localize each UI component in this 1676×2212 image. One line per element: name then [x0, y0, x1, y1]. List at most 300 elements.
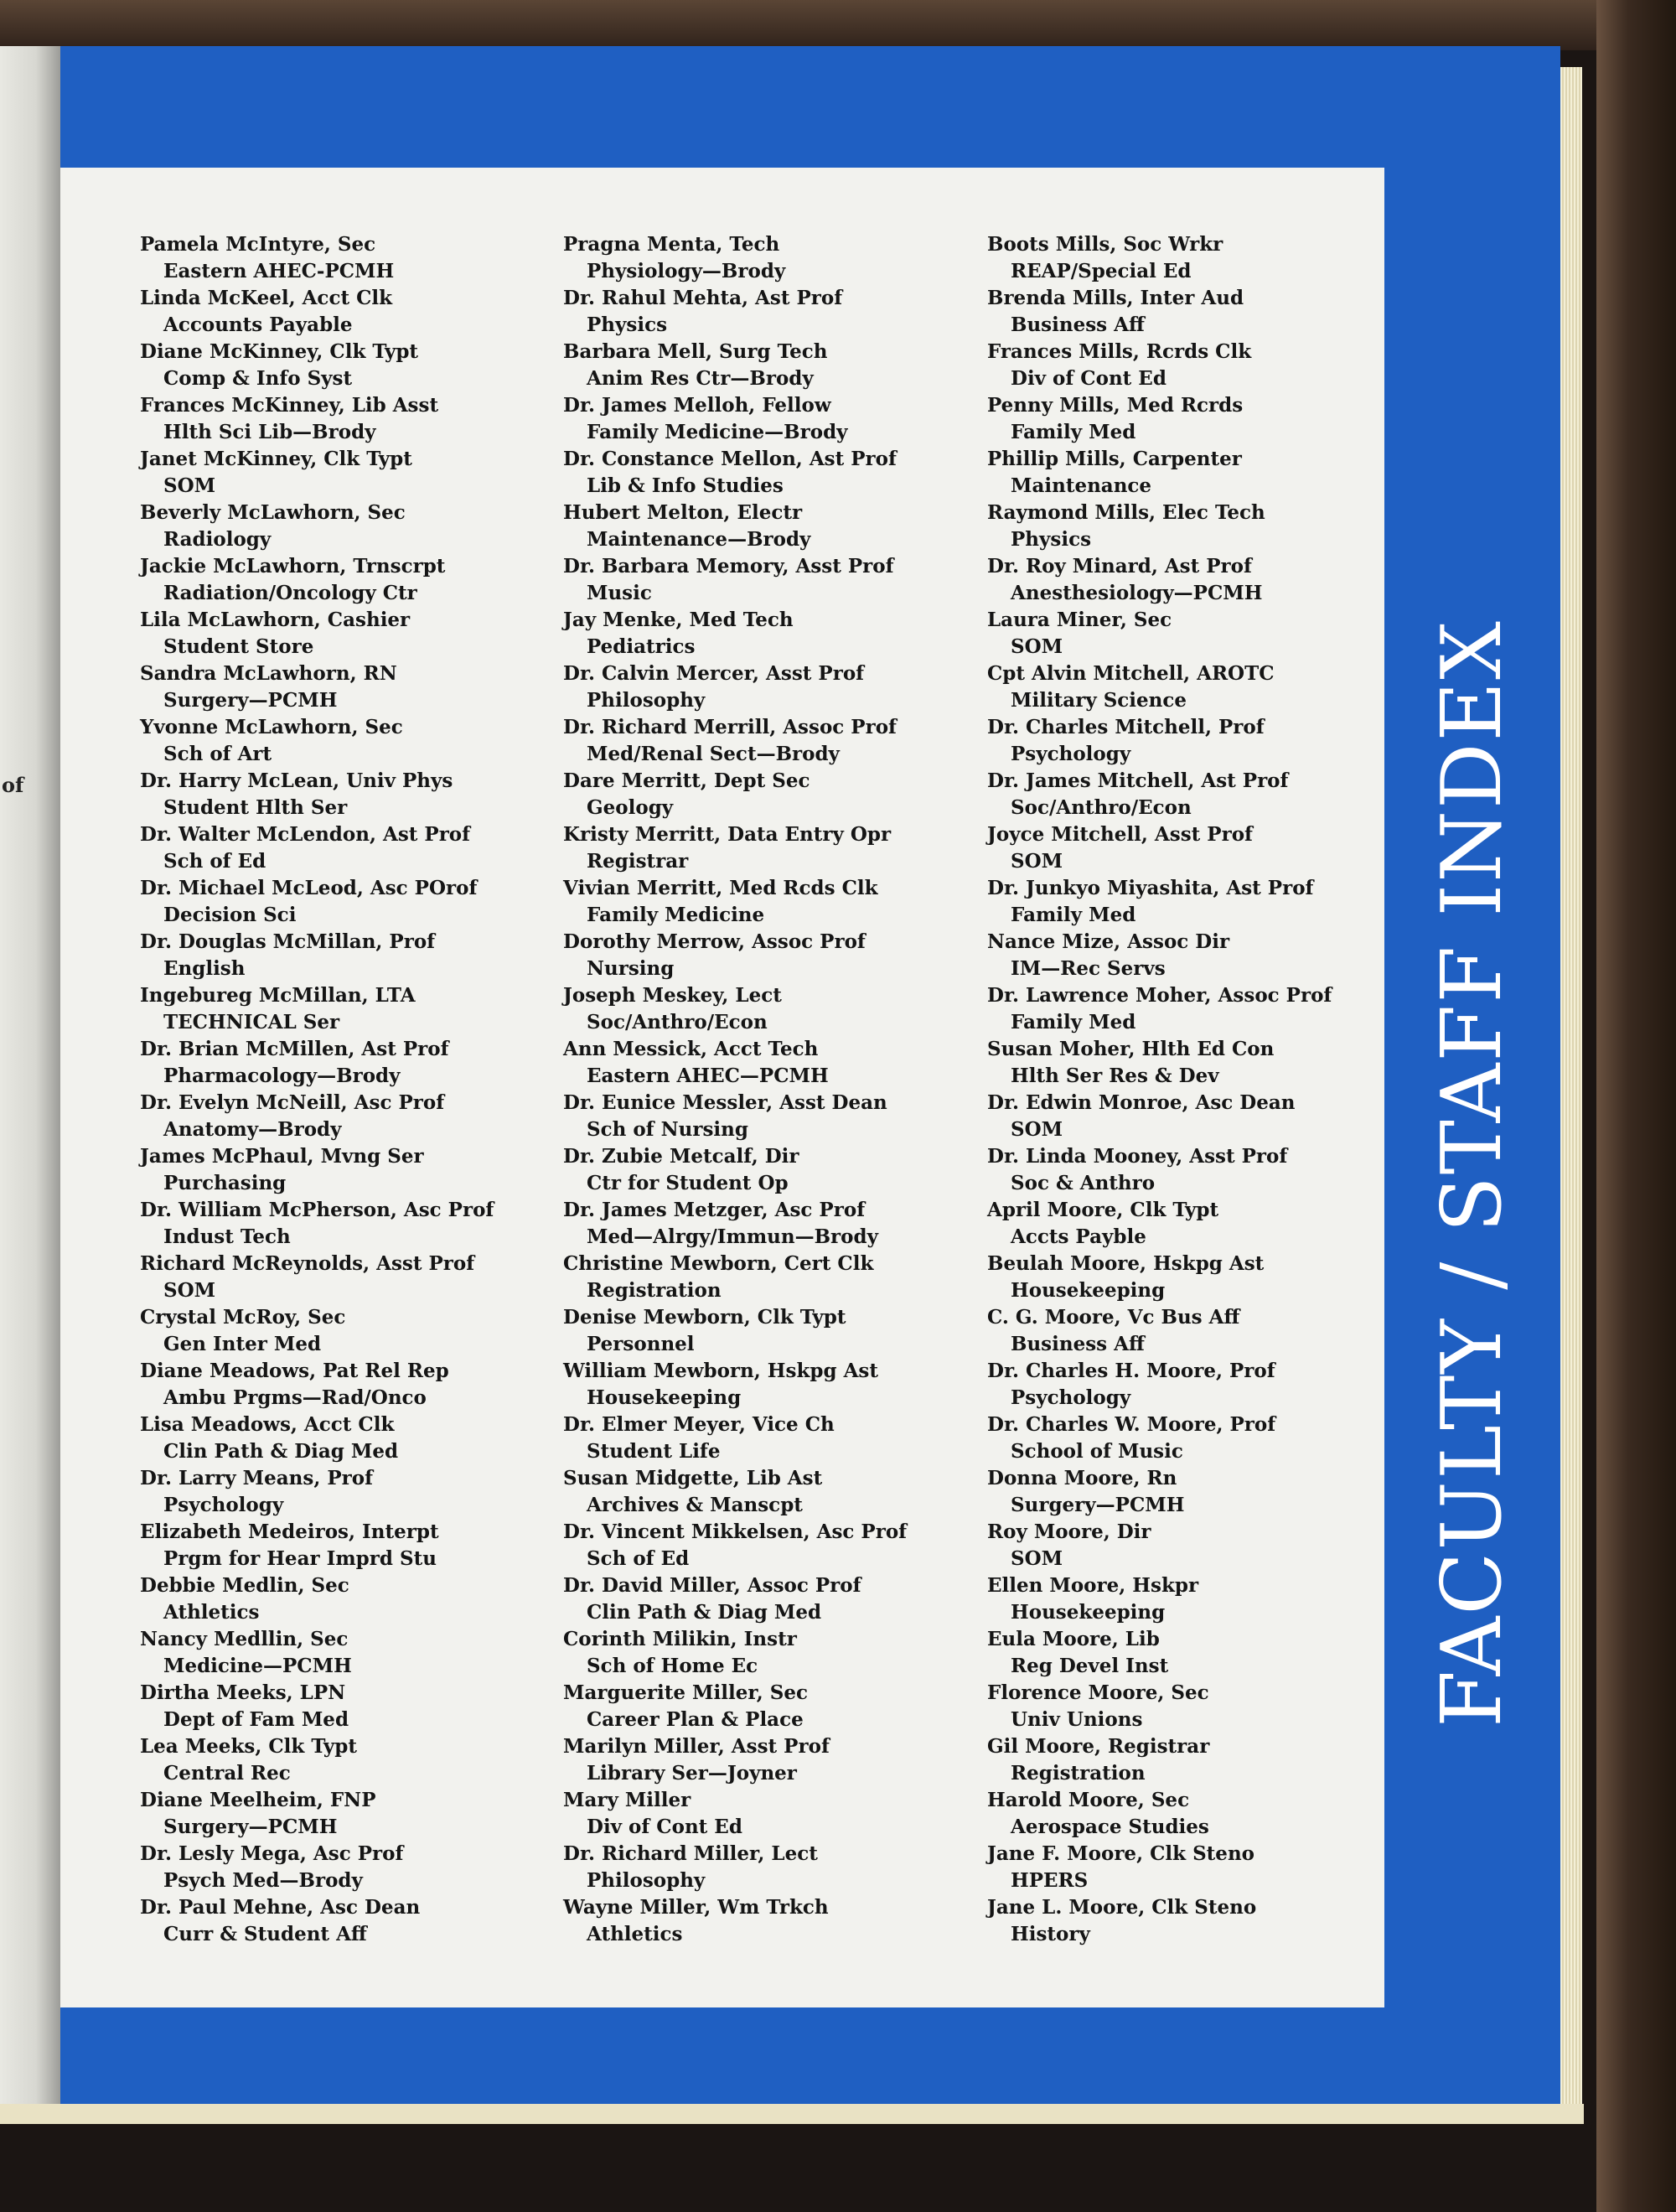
entry-name: Ellen Moore, Hskpr: [987, 1574, 1199, 1597]
entry-department: Athletics: [587, 1922, 683, 1945]
entry-name: Nance Mize, Assoc Dir: [987, 930, 1230, 953]
entry-name: Joyce Mitchell, Asst Prof: [987, 823, 1253, 846]
entry-name: James McPhaul, Mvng Ser: [140, 1145, 424, 1168]
index-entry: [140, 929, 551, 982]
index-entry: [563, 1304, 974, 1358]
entry-department: Registrar: [587, 849, 689, 873]
index-entry: [563, 1197, 974, 1251]
entry-department: School of Music: [1011, 1439, 1183, 1463]
entry-department: Accounts Payable: [163, 313, 353, 336]
index-entry: [563, 553, 974, 607]
index-entry: [987, 768, 1398, 821]
entry-department: Athletics: [163, 1600, 260, 1624]
index-entry: [987, 875, 1398, 929]
index-entry: [140, 553, 551, 607]
entry-department: Central Rec: [163, 1761, 291, 1785]
index-entry: [987, 1572, 1398, 1626]
index-entry: [140, 231, 551, 285]
entry-department: IM—Rec Servs: [1011, 956, 1166, 980]
entry-department: Surgery—PCMH: [1011, 1493, 1185, 1516]
index-entry: [987, 982, 1398, 1036]
entry-name: Dirtha Meeks, LPN: [140, 1681, 346, 1704]
entry-name: Cpt Alvin Mitchell, AROTC: [987, 662, 1275, 685]
entry-department: SOM: [1011, 1117, 1063, 1141]
entry-name: Corinth Milikin, Instr: [563, 1628, 797, 1650]
entry-department: Radiology: [163, 527, 272, 551]
index-column-1: [140, 231, 551, 1948]
entry-department: Military Science: [1011, 688, 1187, 712]
entry-department: Clin Path & Diag Med: [587, 1600, 822, 1624]
entry-name: Dr. Brian McMillen, Ast Prof: [140, 1038, 449, 1060]
entry-name: Dr. Richard Merrill, Assoc Prof: [563, 716, 897, 738]
left-page-fragment: of: [2, 773, 24, 797]
index-entry: [563, 1680, 974, 1733]
index-entry: [140, 1197, 551, 1251]
entry-name: Gil Moore, Registrar: [987, 1735, 1210, 1758]
entry-department: Career Plan & Place: [587, 1707, 804, 1731]
entry-name: Dr. Lawrence Moher, Assoc Prof: [987, 984, 1332, 1007]
entry-name: Pamela McIntyre, Sec: [140, 233, 376, 256]
index-entry: [140, 660, 551, 714]
index-entry: [987, 1304, 1398, 1358]
index-entry: [987, 1412, 1398, 1465]
entry-name: Mary Miller: [563, 1789, 691, 1811]
entry-department: Pediatrics: [587, 635, 696, 658]
index-entry: [987, 660, 1398, 714]
entry-name: April Moore, Clk Typt: [987, 1199, 1219, 1221]
index-entry: [563, 1090, 974, 1143]
entry-department: SOM: [1011, 1546, 1063, 1570]
entry-department: Business Aff: [1011, 313, 1145, 336]
entry-name: Frances McKinney, Lib Asst: [140, 394, 439, 417]
index-entry: [987, 929, 1398, 982]
index-entry: [140, 1036, 551, 1090]
entry-department: Anim Res Ctr—Brody: [587, 366, 814, 390]
entry-name: Crystal McRoy, Sec: [140, 1306, 346, 1329]
entry-name: Jay Menke, Med Tech: [563, 609, 794, 631]
index-entry: [987, 392, 1398, 446]
entry-department: Purchasing: [163, 1171, 287, 1194]
entry-department: Music: [587, 581, 652, 604]
index-entry: [987, 1036, 1398, 1090]
entry-name: Dr. Constance Mellon, Ast Prof: [563, 448, 897, 470]
entry-department: Physics: [587, 313, 668, 336]
entry-department: Accts Payble: [1011, 1225, 1146, 1248]
index-entry: [563, 1036, 974, 1090]
index-entry: [563, 875, 974, 929]
entry-name: Dr. Michael McLeod, Asc POrof: [140, 877, 478, 899]
entry-department: Registration: [587, 1278, 722, 1302]
index-entry: [563, 1251, 974, 1304]
entry-name: Dr. Charles W. Moore, Prof: [987, 1413, 1276, 1436]
index-entry: [987, 1251, 1398, 1304]
entry-name: Wayne Miller, Wm Trkch: [563, 1896, 829, 1919]
entry-department: Family Med: [1011, 903, 1136, 926]
entry-department: Philosophy: [587, 688, 706, 712]
index-entry: [140, 982, 551, 1036]
entry-name: Diane McKinney, Clk Typt: [140, 340, 419, 363]
entry-department: Pharmacology—Brody: [163, 1064, 401, 1087]
index-entry: [140, 1519, 551, 1572]
entry-name: Christine Mewborn, Cert Clk: [563, 1252, 874, 1275]
entry-name: Diane Meadows, Pat Rel Rep: [140, 1360, 449, 1382]
index-entry: [563, 1143, 974, 1197]
entry-name: Dr. Richard Miller, Lect: [563, 1842, 818, 1865]
entry-name: Dr. James Mitchell, Ast Prof: [987, 769, 1289, 792]
index-entry: [140, 1304, 551, 1358]
entry-name: Denise Mewborn, Clk Typt: [563, 1306, 846, 1329]
entry-name: Susan Midgette, Lib Ast: [563, 1467, 823, 1489]
index-entry: [563, 660, 974, 714]
entry-department: Eastern AHEC—PCMH: [587, 1064, 829, 1087]
index-entry: [987, 1197, 1398, 1251]
entry-department: Housekeeping: [587, 1386, 742, 1409]
entry-name: C. G. Moore, Vc Bus Aff: [987, 1306, 1240, 1329]
index-entry: [987, 821, 1398, 875]
index-entry: [987, 1894, 1398, 1948]
entry-department: Med—Alrgy/Immun—Brody: [587, 1225, 878, 1248]
entry-name: Dorothy Merrow, Assoc Prof: [563, 930, 866, 953]
entry-department: Anesthesiology—PCMH: [1011, 581, 1263, 604]
entry-name: Dr. Roy Minard, Ast Prof: [987, 555, 1252, 578]
entry-name: Dr. Eunice Messler, Asst Dean: [563, 1091, 887, 1114]
index-entry: [563, 1894, 974, 1948]
entry-name: Susan Moher, Hlth Ed Con: [987, 1038, 1275, 1060]
entry-department: Sch of Home Ec: [587, 1654, 758, 1677]
entry-department: HPERS: [1011, 1868, 1089, 1892]
entry-name: Brenda Mills, Inter Aud: [987, 287, 1244, 309]
index-entry: [140, 1680, 551, 1733]
entry-name: Eula Moore, Lib: [987, 1628, 1160, 1650]
book-cover-right: [1596, 0, 1676, 2212]
index-entry: [987, 1519, 1398, 1572]
index-entry: [563, 1787, 974, 1841]
index-entry: [987, 607, 1398, 660]
entry-name: Dr. Linda Mooney, Asst Prof: [987, 1145, 1288, 1168]
entry-department: Indust Tech: [163, 1225, 291, 1248]
index-entry: [563, 500, 974, 553]
entry-department: Housekeeping: [1011, 1600, 1166, 1624]
entry-name: Raymond Mills, Elec Tech: [987, 501, 1265, 524]
entry-name: Dr. Douglas McMillan, Prof: [140, 930, 436, 953]
entry-department: Soc & Anthro: [1011, 1171, 1156, 1194]
entry-name: Jane L. Moore, Clk Steno: [987, 1896, 1257, 1919]
entry-name: Dr. David Miller, Assoc Prof: [563, 1574, 861, 1597]
entry-name: Phillip Mills, Carpenter: [987, 448, 1242, 470]
index-entry: [563, 982, 974, 1036]
entry-name: Dr. Charles Mitchell, Prof: [987, 716, 1265, 738]
entry-department: Psychology: [1011, 1386, 1131, 1409]
entry-department: Family Medicine: [587, 903, 765, 926]
index-entry: [140, 446, 551, 500]
entry-name: Dr. Larry Means, Prof: [140, 1467, 373, 1489]
entry-name: Laura Miner, Sec: [987, 609, 1172, 631]
index-entry: [987, 1787, 1398, 1841]
entry-department: Philosophy: [587, 1868, 706, 1892]
entry-name: Sandra McLawhorn, RN: [140, 662, 397, 685]
index-entry: [140, 1841, 551, 1894]
entry-department: Hlth Ser Res & Dev: [1011, 1064, 1219, 1087]
entry-department: Family Med: [1011, 1010, 1136, 1033]
entry-name: Yvonne McLawhorn, Sec: [140, 716, 403, 738]
index-entry: [987, 1841, 1398, 1894]
index-entry: [563, 929, 974, 982]
entry-department: Psychology: [1011, 742, 1131, 765]
entry-department: Curr & Student Aff: [163, 1922, 367, 1945]
entry-name: Beulah Moore, Hskpg Ast: [987, 1252, 1265, 1275]
index-entry: [987, 1465, 1398, 1519]
entry-name: Janet McKinney, Clk Typt: [140, 448, 412, 470]
entry-department: Housekeeping: [1011, 1278, 1166, 1302]
index-entry: [140, 1572, 551, 1626]
entry-name: Dr. Rahul Mehta, Ast Prof: [563, 287, 843, 309]
entry-name: Penny Mills, Med Rcrds: [987, 394, 1244, 417]
entry-name: Dr. Charles H. Moore, Prof: [987, 1360, 1275, 1382]
entry-department: Aerospace Studies: [1011, 1815, 1209, 1838]
entry-department: Lib & Info Studies: [587, 474, 784, 497]
index-entry: [987, 285, 1398, 339]
entry-department: History: [1011, 1922, 1090, 1945]
entry-name: Dr. Junkyo Miyashita, Ast Prof: [987, 877, 1314, 899]
entry-name: Dr. Vincent Mikkelsen, Asc Prof: [563, 1520, 908, 1543]
index-entry: [563, 821, 974, 875]
index-entry: [140, 607, 551, 660]
entry-name: Lea Meeks, Clk Typt: [140, 1735, 357, 1758]
entry-name: Frances Mills, Rcrds Clk: [987, 340, 1252, 363]
entry-name: Kristy Merritt, Data Entry Opr: [563, 823, 892, 846]
entry-name: Dr. William McPherson, Asc Prof: [140, 1199, 494, 1221]
entry-department: Gen Inter Med: [163, 1332, 322, 1355]
entry-name: Dare Merritt, Dept Sec: [563, 769, 810, 792]
entry-department: Sch of Art: [163, 742, 272, 765]
index-entry: [563, 1465, 974, 1519]
index-entry: [140, 1733, 551, 1787]
index-entry: [563, 285, 974, 339]
entry-department: Surgery—PCMH: [163, 1815, 338, 1838]
index-entry: [563, 446, 974, 500]
entry-department: Sch of Nursing: [587, 1117, 748, 1141]
left-page-gutter: [0, 46, 60, 2104]
index-entry: [140, 1251, 551, 1304]
section-title: FACULTY / STAFF INDEX: [1425, 619, 1520, 1728]
entry-department: Archives & Manscpt: [587, 1493, 803, 1516]
index-entry: [563, 339, 974, 392]
entry-name: Donna Moore, Rn: [987, 1467, 1177, 1489]
index-entry: [987, 1143, 1398, 1197]
entry-department: Div of Cont Ed: [587, 1815, 742, 1838]
index-entry: [563, 768, 974, 821]
index-entry: [987, 500, 1398, 553]
entry-department: Maintenance: [1011, 474, 1152, 497]
entry-department: Med/Renal Sect—Brody: [587, 742, 840, 765]
index-entry: [563, 1572, 974, 1626]
index-entry: [987, 553, 1398, 607]
entry-name: Dr. James Melloh, Fellow: [563, 394, 831, 417]
entry-name: Dr. Elmer Meyer, Vice Ch: [563, 1413, 835, 1436]
index-entry: [563, 1841, 974, 1894]
entry-name: Dr. Paul Mehne, Asc Dean: [140, 1896, 421, 1919]
entry-name: Dr. Barbara Memory, Asst Prof: [563, 555, 894, 578]
entry-department: Ambu Prgms—Rad/Onco: [163, 1386, 427, 1409]
index-entry: [140, 1465, 551, 1519]
entry-name: Ann Messick, Acct Tech: [563, 1038, 819, 1060]
index-entry: [563, 1519, 974, 1572]
entry-name: Pragna Menta, Tech: [563, 233, 780, 256]
entry-department: Sch of Ed: [163, 849, 266, 873]
entry-name: Lisa Meadows, Acct Clk: [140, 1413, 395, 1436]
entry-name: William Mewborn, Hskpg Ast: [563, 1360, 878, 1382]
index-entry: [140, 768, 551, 821]
entry-name: Richard McReynolds, Asst Prof: [140, 1252, 475, 1275]
index-entry: [140, 392, 551, 446]
index-entry: [987, 1626, 1398, 1680]
index-column-2: [563, 231, 974, 1948]
index-entry: [140, 1412, 551, 1465]
entry-department: Maintenance—Brody: [587, 527, 811, 551]
entry-department: Family Medicine—Brody: [587, 420, 848, 443]
index-entry: [140, 1090, 551, 1143]
index-entry: [563, 1412, 974, 1465]
entry-name: Dr. Zubie Metcalf, Dir: [563, 1145, 799, 1168]
entry-department: English: [163, 956, 246, 980]
entry-name: Jane F. Moore, Clk Steno: [987, 1842, 1255, 1865]
entry-name: Harold Moore, Sec: [987, 1789, 1190, 1811]
index-entry: [140, 500, 551, 553]
index-entry: [563, 607, 974, 660]
page-edges: [1560, 67, 1582, 2104]
index-entry: [140, 285, 551, 339]
entry-name: Barbara Mell, Surg Tech: [563, 340, 828, 363]
entry-department: Anatomy—Brody: [163, 1117, 342, 1141]
index-entry: [563, 231, 974, 285]
entry-department: Dept of Fam Med: [163, 1707, 349, 1731]
entry-department: Soc/Anthro/Econ: [587, 1010, 768, 1033]
entry-department: Family Med: [1011, 420, 1136, 443]
entry-name: Dr. Calvin Mercer, Asst Prof: [563, 662, 865, 685]
entry-department: Radiation/Oncology Ctr: [163, 581, 417, 604]
index-entry: [987, 1090, 1398, 1143]
entry-name: Marilyn Miller, Asst Prof: [563, 1735, 830, 1758]
index-entry: [140, 1626, 551, 1680]
entry-department: SOM: [1011, 849, 1063, 873]
entry-name: Vivian Merritt, Med Rcds Clk: [563, 877, 878, 899]
entry-department: TECHNICAL Ser: [163, 1010, 340, 1033]
entry-department: Registration: [1011, 1761, 1146, 1785]
entry-department: Student Hlth Ser: [163, 795, 348, 819]
index-entry: [140, 821, 551, 875]
entry-name: Joseph Meskey, Lect: [563, 984, 782, 1007]
book-cover-top: [0, 0, 1676, 50]
entry-department: SOM: [163, 474, 216, 497]
entry-department: Clin Path & Diag Med: [163, 1439, 399, 1463]
index-column-3: [987, 231, 1398, 1948]
entry-name: Dr. Evelyn McNeill, Asc Prof: [140, 1091, 445, 1114]
index-entry: [987, 1680, 1398, 1733]
entry-name: Dr. Walter McLendon, Ast Prof: [140, 823, 471, 846]
index-entry: [140, 714, 551, 768]
entry-name: Ingebureg McMillan, LTA: [140, 984, 416, 1007]
index-entry: [140, 1143, 551, 1197]
index-entry: [140, 875, 551, 929]
entry-department: Library Ser—Joyner: [587, 1761, 797, 1785]
entry-department: Eastern AHEC-PCMH: [163, 259, 395, 282]
entry-department: Surgery—PCMH: [163, 688, 338, 712]
entry-department: Psychology: [163, 1493, 284, 1516]
entry-department: Univ Unions: [1011, 1707, 1143, 1731]
entry-department: Medicine—PCMH: [163, 1654, 352, 1677]
entry-name: Jackie McLawhorn, Trnscrpt: [140, 555, 446, 578]
index-panel: [60, 168, 1384, 2007]
entry-department: Soc/Anthro/Econ: [1011, 795, 1192, 819]
entry-department: REAP/Special Ed: [1011, 259, 1192, 282]
entry-name: Linda McKeel, Acct Clk: [140, 287, 393, 309]
entry-name: Elizabeth Medeiros, Interpt: [140, 1520, 439, 1543]
entry-department: Student Store: [163, 635, 314, 658]
entry-name: Diane Meelheim, FNP: [140, 1789, 376, 1811]
entry-department: Ctr for Student Op: [587, 1171, 789, 1194]
entry-department: Student Life: [587, 1439, 721, 1463]
entry-name: Lila McLawhorn, Cashier: [140, 609, 411, 631]
entry-department: Geology: [587, 795, 674, 819]
entry-name: Florence Moore, Sec: [987, 1681, 1209, 1704]
entry-department: Physics: [1011, 527, 1092, 551]
entry-department: Psych Med—Brody: [163, 1868, 363, 1892]
entry-name: Nancy Medllin, Sec: [140, 1628, 349, 1650]
index-entry: [140, 1787, 551, 1841]
index-entry: [987, 1733, 1398, 1787]
index-entry: [987, 1358, 1398, 1412]
index-entry: [563, 1733, 974, 1787]
entry-name: Debbie Medlin, Sec: [140, 1574, 349, 1597]
entry-name: Hubert Melton, Electr: [563, 501, 803, 524]
index-entry: [563, 714, 974, 768]
index-entry: [987, 339, 1398, 392]
index-entry: [563, 392, 974, 446]
entry-name: Boots Mills, Soc Wrkr: [987, 233, 1223, 256]
entry-name: Dr. Edwin Monroe, Asc Dean: [987, 1091, 1296, 1114]
index-entry: [987, 231, 1398, 285]
entry-name: Roy Moore, Dir: [987, 1520, 1151, 1543]
entry-department: SOM: [163, 1278, 216, 1302]
entry-name: Beverly McLawhorn, Sec: [140, 501, 406, 524]
entry-department: Decision Sci: [163, 903, 297, 926]
entry-department: Sch of Ed: [587, 1546, 690, 1570]
entry-department: SOM: [1011, 635, 1063, 658]
index-entry: [563, 1626, 974, 1680]
index-entry: [140, 339, 551, 392]
entry-department: Prgm for Hear Imprd Stu: [163, 1546, 437, 1570]
index-entry: [987, 714, 1398, 768]
entry-name: Marguerite Miller, Sec: [563, 1681, 809, 1704]
section-banner: [1384, 168, 1560, 2007]
index-entry: [140, 1358, 551, 1412]
entry-department: Nursing: [587, 956, 675, 980]
entry-department: Comp & Info Syst: [163, 366, 353, 390]
entry-name: Dr. James Metzger, Asc Prof: [563, 1199, 866, 1221]
index-entry: [987, 446, 1398, 500]
entry-department: Div of Cont Ed: [1011, 366, 1166, 390]
index-entry: [140, 1894, 551, 1948]
entry-department: Business Aff: [1011, 1332, 1145, 1355]
page-bottom-edge: [0, 2104, 1584, 2124]
entry-department: Personnel: [587, 1332, 695, 1355]
entry-department: Reg Devel Inst: [1011, 1654, 1169, 1677]
entry-department: Physiology—Brody: [587, 259, 786, 282]
entry-department: Hlth Sci Lib—Brody: [163, 420, 376, 443]
index-entry: [563, 1358, 974, 1412]
entry-name: Dr. Harry McLean, Univ Phys: [140, 769, 453, 792]
entry-name: Dr. Lesly Mega, Asc Prof: [140, 1842, 404, 1865]
